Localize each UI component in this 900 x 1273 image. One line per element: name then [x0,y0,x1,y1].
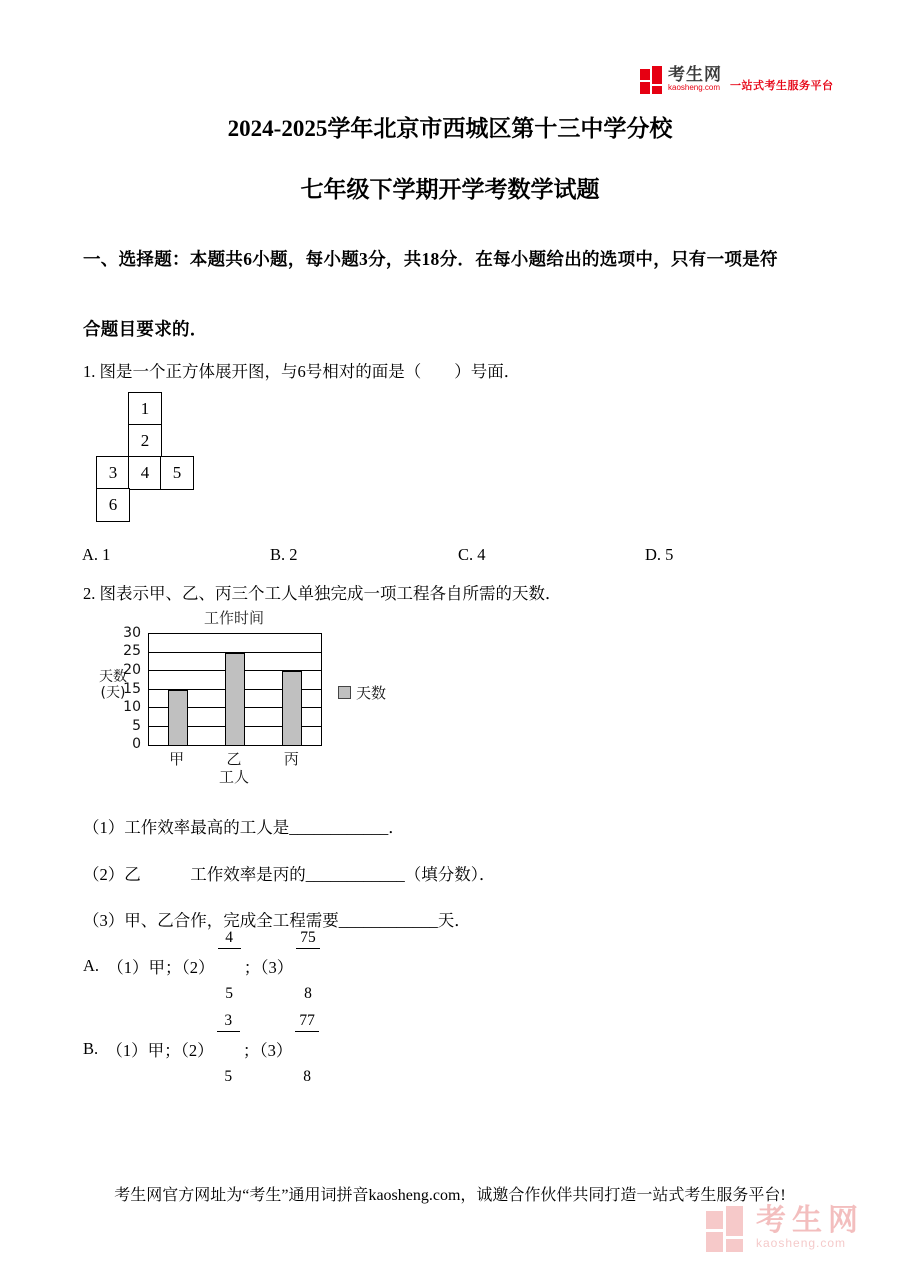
fraction [295,976,319,1122]
fraction-denominator: 5 [224,1068,233,1086]
fraction-numerator: 3 [217,1012,240,1032]
q2-subquestion-1: （1）工作效率最高的工人是____________． [83,818,405,837]
logo-text [668,66,722,92]
chart-legend-label: 天数 [356,684,387,702]
q1-option-a: A. 1 [82,545,111,564]
chart-x-tick-label: 甲 [169,750,185,768]
logo-brand-domain: kaosheng.com [668,83,721,92]
chart-y-tick-label: 20 [123,661,141,678]
chart-y-tick-label: 25 [123,643,141,660]
q2-subquestion-3: （3）甲、乙合作，完成全工程需要____________天． [83,911,471,930]
fraction-numerator: 4 [218,929,241,949]
paper-title-line1: 2024-2025学年北京市西城区第十三中学分校 [227,116,673,141]
chart-y-tick-label: 0 [132,736,141,752]
q2-bar-chart [95,605,395,787]
chart-bar-甲 [168,690,188,746]
chart-plot-area [148,633,322,746]
chart-title: 工作时间 [203,609,264,627]
q2-option-b-label: B. [83,1039,99,1058]
q1-cube-net-figure [97,393,193,521]
q2-option-b-part1: （1）甲；（2） [106,1041,214,1060]
chart-y-tick-label: 15 [123,680,141,697]
q2-option-a-part1: （1）甲；（2） [107,958,215,977]
fraction [217,976,240,1122]
logo-brand-name: 考生网 [668,65,722,84]
chart-y-tick-label: 10 [123,698,141,715]
kaosheng-watermark [706,1206,864,1254]
logo-tagline: 一站式考生服务平台 [730,80,834,92]
chart-y-axis-label-line1: 天数 [99,669,127,685]
q1-stem: 1. 图是一个正方体展开图，与6号相对的面是（ ）号面． [83,362,521,381]
q2-option-a-label: A. [83,956,100,975]
q1-option-d: D. 5 [645,545,674,564]
fraction-denominator: 5 [225,985,234,1003]
chart-x-axis-label: 工人 [218,768,249,786]
chart-y-axis [95,625,144,752]
net-cell: 6 [96,488,130,522]
fraction-numerator: 75 [296,929,320,949]
net-cell: 5 [160,456,194,490]
net-cell: 1 [128,392,162,426]
chart-bar-丙 [282,671,302,745]
net-cell: 2 [128,424,162,458]
chart-x-tick-label: 乙 [226,750,242,768]
watermark-brand-domain: kaosheng.com [756,1236,847,1250]
fraction-denominator: 8 [303,1068,312,1086]
q2-option-b-part2: ；（3） [242,1041,293,1060]
chart-y-axis-label-line2: (天) [100,685,126,702]
kaosheng-watermark-icon [706,1206,748,1254]
chart-legend [338,682,386,703]
chart-bar-乙 [225,653,245,746]
footer-text: 考生网官方网址为“考生”通用词拼音kaosheng.com，诚邀合作伙伴共同打造一站式考生服务平台! [114,1187,786,1204]
net-cell: 4 [128,456,162,490]
legend-swatch-icon [338,686,351,699]
kaosheng-logo [640,66,834,96]
watermark-brand-name: 考生网 [756,1204,864,1237]
chart-y-tick-label: 30 [123,625,141,641]
q1-option-c: C. 4 [458,545,486,564]
q2-option-a [83,928,323,1003]
section1-heading-line1: 一、选择题：本题共6小题，每小题3分，共18分．在每小题给出的选项中，只有一项是符 [83,249,778,269]
q2-stem: 2. 图表示甲、乙、丙三个工人单独完成一项工程各自所需的天数． [83,584,562,603]
q2-option-a-part2: ；（3） [243,958,294,977]
kaosheng-logo-icon [640,66,664,96]
q2-subquestion-2: （2）乙 工作效率是丙的____________（填分数）． [83,865,496,884]
q2-option-b [83,1011,322,1086]
paper-title-line2: 七年级下学期开学考数学试题 [300,177,600,202]
chart-y-tick-label: 5 [132,717,141,734]
q1-options-row [0,545,900,567]
q1-option-b: B. 2 [270,545,298,564]
section1-heading-line2: 合题目要求的． [83,319,208,339]
chart-x-tick-label: 丙 [283,750,299,768]
fraction-denominator: 8 [304,985,312,1003]
watermark-text [756,1206,864,1250]
net-cell: 3 [96,456,130,490]
fraction-numerator: 77 [295,1012,319,1032]
